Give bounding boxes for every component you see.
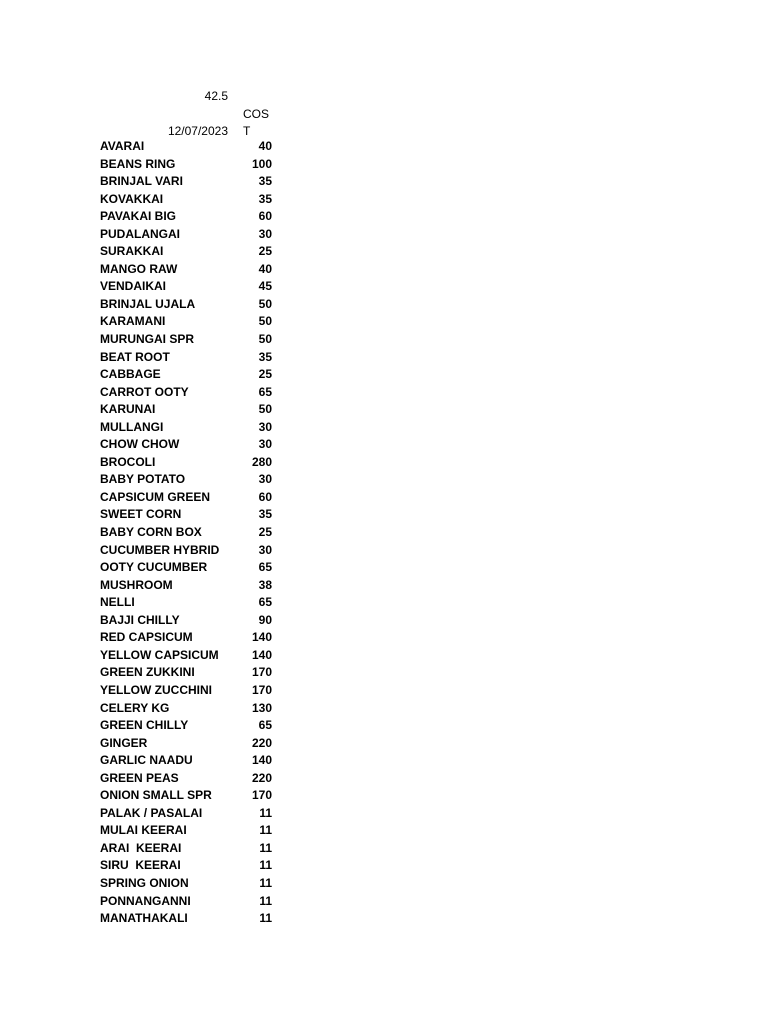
table-row [100,875,272,893]
table-row [100,331,272,349]
item-name: PUDALANGAI [100,226,180,241]
item-name: AVARAI [100,139,145,153]
item-name: CABBAGE [100,367,161,382]
table-row [100,471,272,489]
item-cost: 140 [251,753,272,768]
item-cost: 30 [258,472,272,487]
item-name: KOVAKKAI [100,191,164,206]
table-row [100,173,272,191]
table-row [100,226,272,244]
table-row [100,612,272,630]
item-name: KARAMANI [100,314,166,329]
item-cost: 170 [251,788,272,803]
table-row [100,349,272,367]
item-cost: 35 [258,507,272,522]
item-name: BABY CORN BOX [100,525,202,540]
item-name: YELLOW ZUCCHINI [100,682,212,697]
table-row [100,893,272,911]
item-cost: 170 [251,665,272,680]
item-cost: 11 [259,805,272,820]
table-row [100,208,272,226]
table-row [100,752,272,770]
table-row [100,664,272,682]
item-cost: 11 [259,875,272,890]
item-name: MANATHAKALI [100,911,188,926]
table-row [100,454,272,472]
item-cost: 30 [258,542,272,557]
item-name: BEANS RING [100,156,176,171]
table-row [100,840,272,858]
table-row [100,910,272,928]
table-row [100,559,272,577]
item-name: GREEN CHILLY [100,718,189,733]
table-row [100,594,272,612]
item-cost: 170 [251,682,272,697]
item-cost: 220 [251,735,272,750]
item-name: MULAI KEERAI [100,823,187,838]
item-cost: 65 [258,560,272,575]
item-cost: 11 [259,858,272,873]
item-name: GARLIC NAADU [100,753,193,768]
item-name: VENDAIKAI [100,279,167,294]
table-row [100,542,272,560]
item-cost: 11 [259,840,272,855]
item-cost: 30 [258,437,272,452]
item-cost: 50 [258,332,272,347]
item-cost: 60 [258,209,272,224]
item-name: OOTY CUCUMBER [100,560,208,575]
item-cost: 90 [258,612,272,627]
item-list [100,138,272,928]
item-name: CUCUMBER HYBRID [100,542,220,557]
item-cost: 140 [251,647,272,662]
item-cost: 40 [258,261,272,276]
item-name: SWEET CORN [100,507,182,522]
item-cost: 11 [259,893,272,908]
item-cost: 25 [258,367,272,382]
item-name: NELLI [100,595,135,610]
table-row [100,770,272,788]
item-name: KARUNAI [100,402,156,417]
item-name: GREEN PEAS [100,770,179,785]
item-name: PALAK / PASALAI [100,805,203,820]
item-cost: 11 [259,823,272,838]
item-name: SIRU KEERAI [100,858,181,873]
item-name: SURAKKAI [100,244,164,259]
table-row [100,384,272,402]
item-name: GREEN ZUKKINI [100,665,195,680]
table-row [100,419,272,437]
item-cost: 25 [258,525,272,540]
item-cost: 50 [258,314,272,329]
table-row [100,682,272,700]
item-name: BAJJI CHILLY [100,612,180,627]
item-cost: 35 [258,191,272,206]
item-cost: 25 [258,244,272,259]
item-cost: 38 [258,577,272,592]
item-name: BEAT ROOT [100,349,170,364]
table-row [100,577,272,595]
item-name: PONNANGANNI [100,893,191,908]
table-row [100,787,272,805]
item-name: MULLANGI [100,419,164,434]
item-name: CAPSICUM GREEN [100,489,211,504]
item-cost: 140 [251,630,272,645]
item-name: CHOW CHOW [100,437,180,452]
item-cost: 65 [258,718,272,733]
item-name: BRINJAL UJALA [100,296,196,311]
item-cost: 280 [251,454,272,469]
item-cost: 65 [258,595,272,610]
item-cost: 40 [258,139,272,153]
item-cost: 60 [258,489,272,504]
item-name: GINGER [100,735,148,750]
date-cell: 12/07/2023 [167,124,228,138]
item-cost: 45 [258,279,272,294]
item-cost: 11 [259,911,272,926]
table-row [100,629,272,647]
item-cost: 35 [258,349,272,364]
item-cost: 35 [258,174,272,189]
item-cost: 30 [258,419,272,434]
table-row [100,261,272,279]
table-row [100,489,272,507]
item-name: BROCOLI [100,454,156,469]
table-row [100,735,272,753]
item-cost: 50 [258,402,272,417]
item-cost: 65 [258,384,272,399]
table-row [100,156,272,174]
item-cost: 100 [251,156,272,171]
table-row [100,366,272,384]
table-row [100,138,272,156]
item-cost: 50 [258,296,272,311]
item-name: PAVAKAI BIG [100,209,177,224]
item-name: BABY POTATO [100,472,186,487]
item-name: MUSHROOM [100,577,173,592]
table-row [100,805,272,823]
table-row [100,191,272,209]
item-name: ONION SMALL SPR [100,788,212,803]
table-row [100,436,272,454]
table-row [100,700,272,718]
table-row [100,717,272,735]
item-name: BRINJAL VARI [100,174,183,189]
table-row [100,524,272,542]
item-cost: 30 [258,226,272,241]
item-name: CELERY KG [100,700,170,715]
top-value-cell: 42.5 [204,89,228,103]
item-name: YELLOW CAPSICUM [100,647,219,662]
item-name: SPRING ONION [100,875,189,890]
table-row [100,506,272,524]
item-name: MURUNGAI SPR [100,332,195,347]
table-row [100,278,272,296]
item-name: CARROT OOTY [100,384,189,399]
cost-header-line1: COS [243,106,270,121]
item-name: RED CAPSICUM [100,630,193,645]
table-row [100,401,272,419]
item-cost: 220 [251,770,272,785]
table-row [100,822,272,840]
item-name: ARAI KEERAI [100,840,182,855]
cost-header-line2: T [243,124,251,138]
table-row [100,313,272,331]
table-row [100,647,272,665]
table-row [100,296,272,314]
item-cost: 130 [251,700,272,715]
table-row [100,243,272,261]
table-row [100,857,272,875]
item-name: MANGO RAW [100,261,178,276]
